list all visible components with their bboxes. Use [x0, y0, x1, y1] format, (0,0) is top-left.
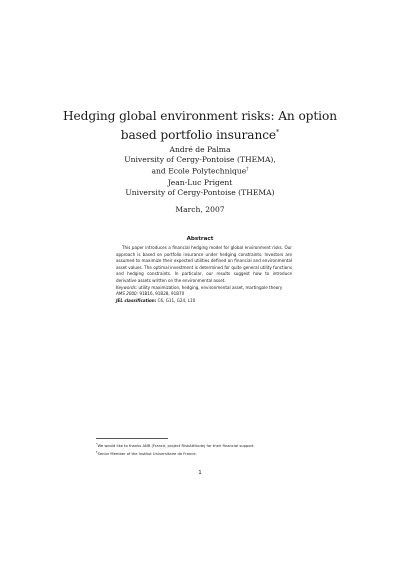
ams-label: AMS 2000:	[116, 291, 139, 297]
keywords-text: utility maximization, hedging, environmental asset, martingale theory	[138, 284, 283, 290]
footnote-item	[96, 442, 316, 450]
footnote-divider	[96, 438, 168, 439]
page-number: 1	[198, 470, 202, 476]
abstract-section	[116, 245, 292, 304]
jel-label: JEL classification:	[116, 297, 157, 303]
author-affiliation	[80, 165, 320, 177]
paper-title	[60, 108, 340, 143]
footnote-marker: †	[96, 449, 98, 454]
title-line-2	[60, 124, 340, 143]
abstract-heading: Abstract	[186, 236, 214, 242]
ams-codes: 91B16, 91B28, 91B70	[139, 291, 185, 297]
abstract-body: This paper introduces a financial hedging model for global environment risks. Our approach is based on portfolio insurance under hedging constraints. Investors are assumed to maximize their expected utilities defined on financial and environmental asset values. The optimal investment is determined for quite general utility functions and hedging constraints. In particular, our results suggest how to introduce derivative assets written on the environmental asset.	[116, 245, 292, 283]
keywords-label: Keywords:	[116, 284, 138, 290]
jel-line	[116, 298, 292, 305]
title-line-2-text: based portfolio insurance	[120, 128, 277, 143]
author-footnote-marker: †	[246, 167, 249, 172]
author-name: Jean-Luc Prigent	[167, 178, 233, 187]
author-affiliation: University of Cergy-Pontoise (THEMA)	[125, 188, 275, 197]
keywords-line	[116, 285, 292, 292]
paper-date: March, 2007	[175, 205, 225, 214]
author-name: André de Palma	[169, 145, 231, 154]
footnote-text: We would like to thanks ANR (France, project RiskAttitude) for their financial support.	[97, 444, 255, 449]
footnotes	[96, 442, 316, 458]
footnote-marker: *	[96, 442, 98, 446]
author-block-2	[80, 178, 320, 198]
jel-codes: C6, G11, G24, L10	[157, 297, 196, 303]
author-affiliation: University of Cergy-Pontoise (THEMA),	[124, 155, 276, 164]
author-affiliation-text: and Ecole Polytechnique	[151, 166, 247, 176]
title-line-1: Hedging global environment risks: An option	[63, 109, 337, 123]
ams-line	[116, 291, 292, 298]
title-footnote-marker: *	[276, 128, 280, 136]
footnote-item	[96, 450, 316, 458]
footnote-text: Senior Member of the Institut Universitaire de France.	[97, 452, 197, 457]
author-block-1	[80, 145, 320, 177]
